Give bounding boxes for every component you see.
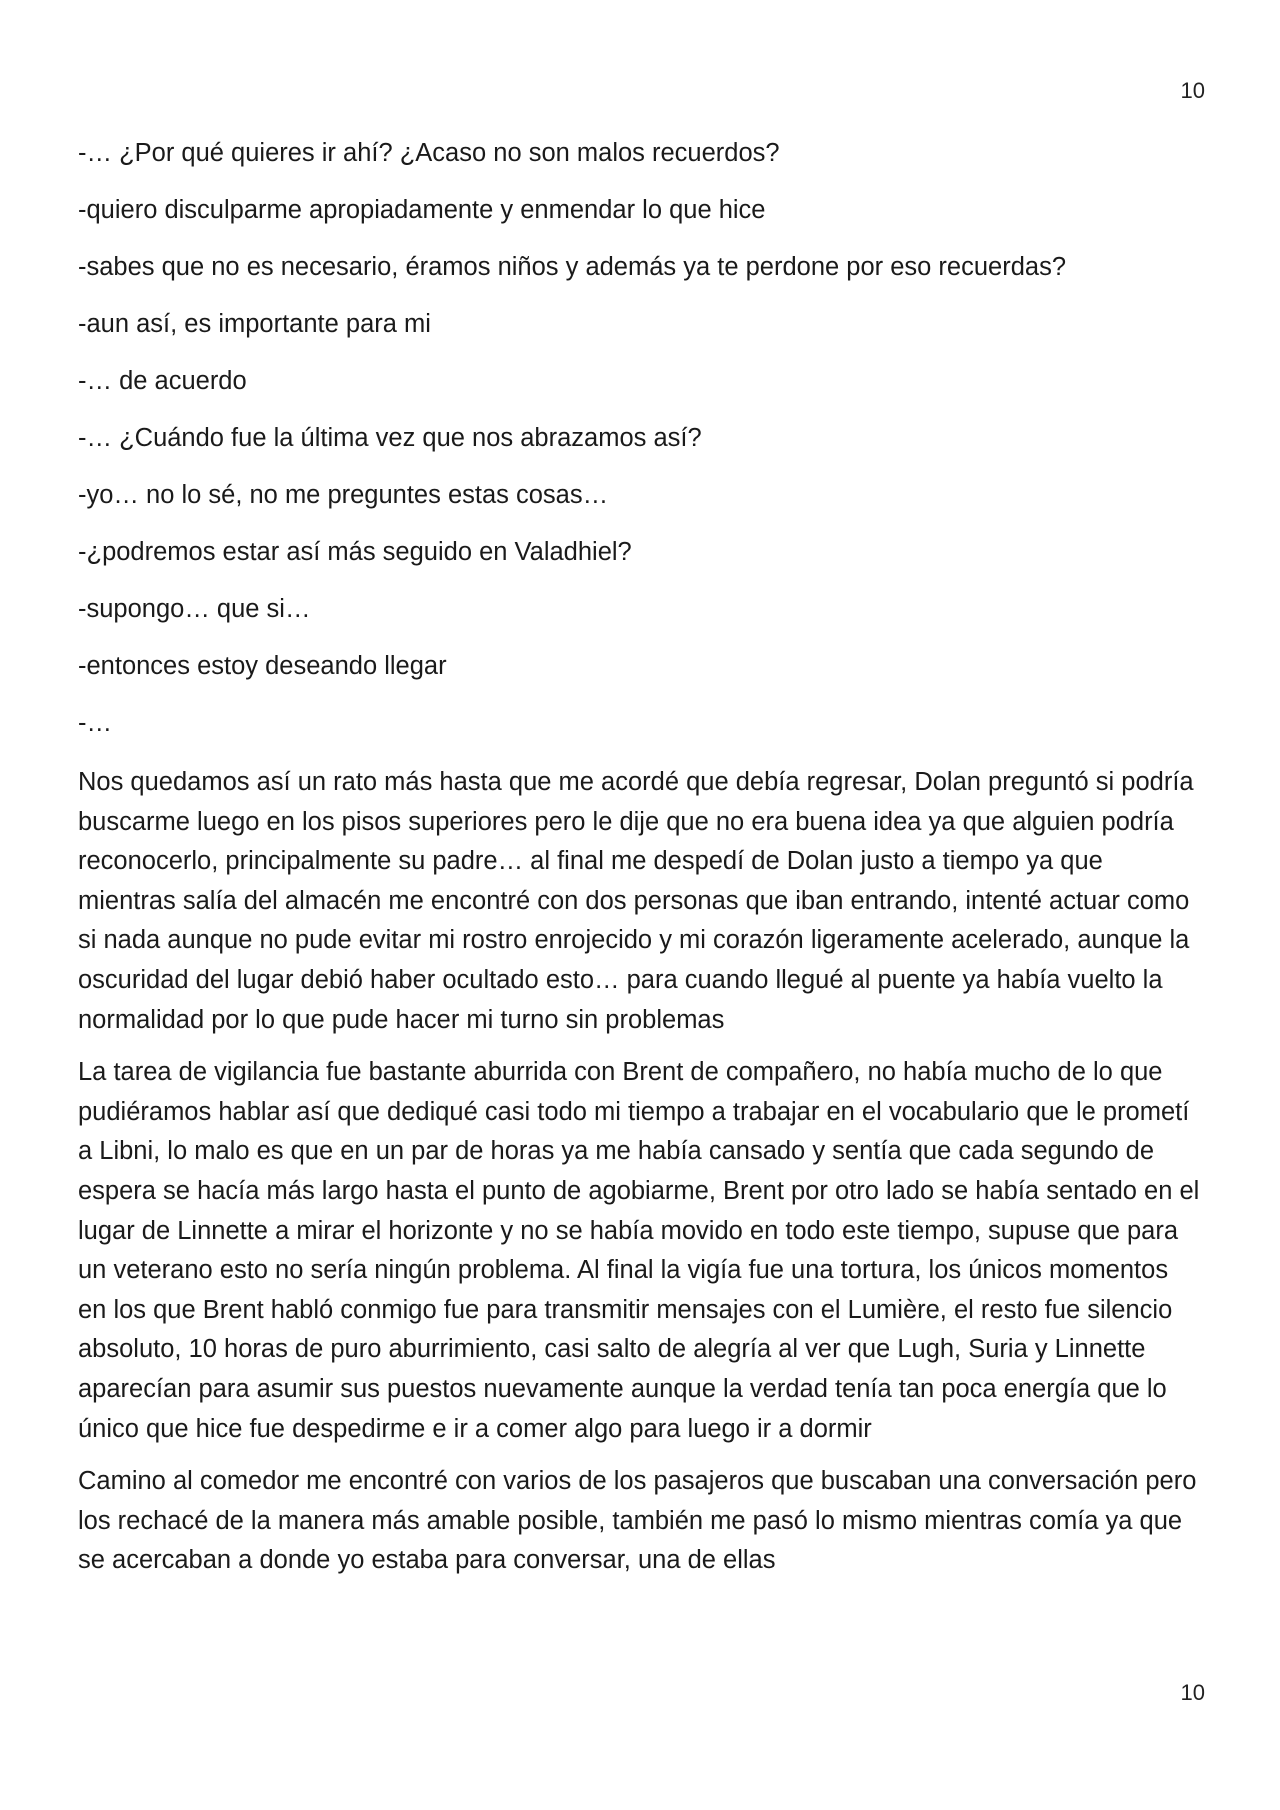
dialogue-line: -… ¿Cuándo fue la última vez que nos abrazamos así?	[78, 424, 702, 452]
dialogue-line: -entonces estoy deseando llegar	[78, 652, 447, 680]
dialogue-line: -supongo… que si…	[78, 595, 311, 623]
dialogue-line: -¿podremos estar así más seguido en Valadhiel?	[78, 538, 632, 566]
dialogue-line: -sabes que no es necesario, éramos niños y además ya te perdone por eso recuerdas?	[78, 253, 1067, 281]
page-body	[78, 136, 1200, 1594]
body-paragraph: Camino al comedor me encontré con varios de los pasajeros que buscaban una conversación pero los rechacé de la manera más amable posible, también me pasó lo mismo mientras comía ya que se acercaban a donde yo estaba para conversar, una de ellas	[78, 1467, 1197, 1575]
dialogue-line: -aun así, es importante para mi	[78, 310, 431, 338]
dialogue-line: -… de acuerdo	[78, 367, 247, 395]
body-paragraph: La tarea de vigilancia fue bastante aburrida con Brent de compañero, no había mucho de lo que pudiéramos hablar así que dediqué casi todo mi tiempo a trabajar en el vocabulario que le prometí a Libni, lo malo es que en un par de horas ya me había cansado y sentía que cada segundo de espera se hacía más largo hasta el punto de agobiarme, Brent por otro lado se había sentado en el lugar de Linnette a mirar el horizonte y no se había movido en todo este tiempo, supuse que para un veterano esto no sería ningún problema. Al final la vigía fue una tortura, los únicos momentos en los que Brent habló conmigo fue para transmitir mensajes con el Lumière, el resto fue silencio absoluto, 10 horas de puro aburrimiento, casi salto de alegría al ver que Lugh, Suria y Linnette aparecían para asumir sus puestos nuevamente aunque la verdad tenía tan poca energía que lo único que hice fue despedirme e ir a comer algo para luego ir a dormir	[78, 1058, 1200, 1443]
dialogue-line: -… ¿Por qué quieres ir ahí? ¿Acaso no son malos recuerdos?	[78, 139, 780, 167]
page-number-bottom: 10	[1180, 1680, 1205, 1705]
dialogue-line: -yo… no lo sé, no me preguntes estas cosas…	[78, 481, 609, 509]
body-paragraph: Nos quedamos así un rato más hasta que me acordé que debía regresar, Dolan preguntó si podría buscarme luego en los pisos superiores pero le dije que no era buena idea ya que alguien podría reconocerlo, principalmente su padre… al final me despedí de Dolan justo a tiempo ya que mientras salía del almacén me encontré con dos personas que iban entrando, intenté actuar como si nada aunque no pude evitar mi rostro enrojecido y mi corazón ligeramente acelerado, aunque la oscuridad del lugar debió haber ocultado esto… para cuando llegué al puente ya había vuelto la normalidad por lo que pude hacer mi turno sin problemas	[78, 768, 1194, 1034]
dialogue-line: -…	[78, 709, 112, 737]
page-number-top: 10	[1180, 78, 1205, 103]
dialogue-line: -quiero disculparme apropiadamente y enmendar lo que hice	[78, 196, 766, 224]
